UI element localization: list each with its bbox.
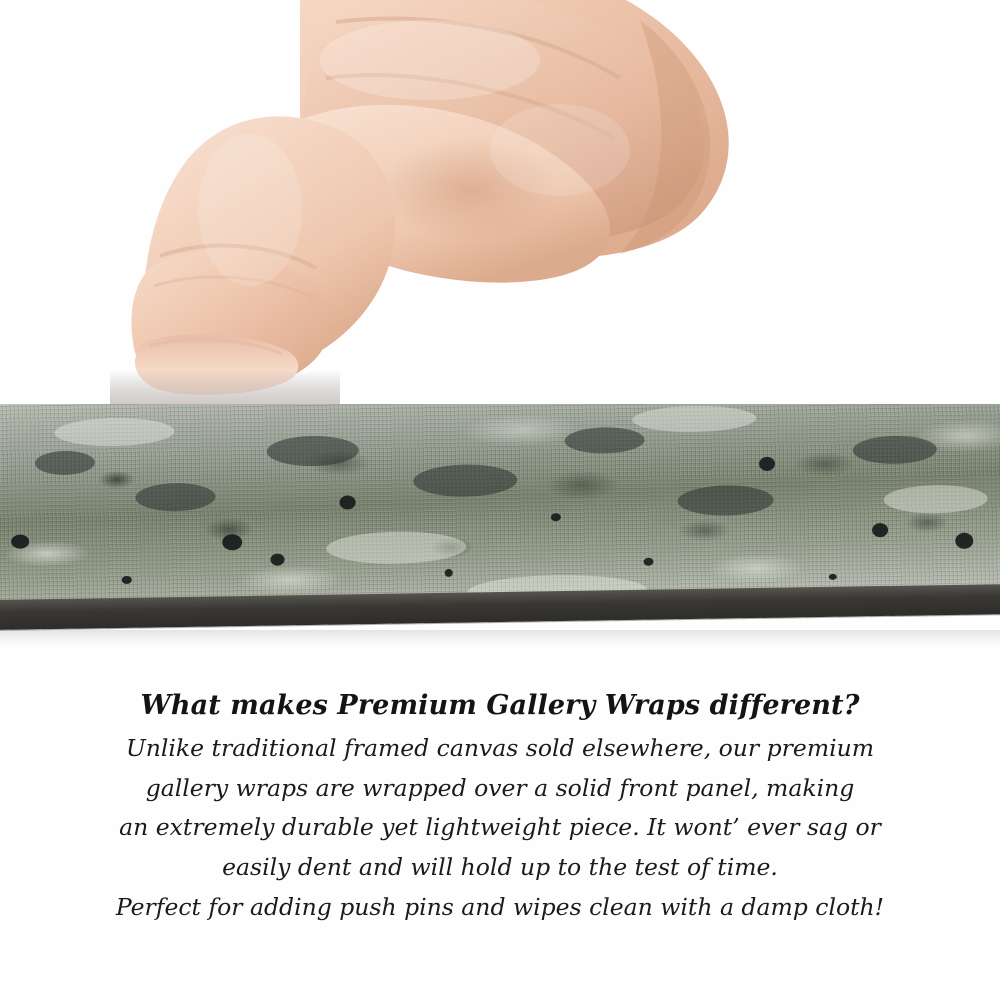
caption-closing-line: Perfect for adding push pins and wipes clean with a damp cloth! xyxy=(115,893,885,922)
canvas-edge-photo-region xyxy=(0,404,1000,640)
caption-line: an extremely durable yet lightweight piece. It wont’ ever sag or xyxy=(119,813,881,842)
caption-body xyxy=(0,733,1000,923)
hand-photo-region xyxy=(0,0,1000,410)
caption-line: Unlike traditional framed canvas sold elsewhere, our premium xyxy=(125,734,875,762)
caption-heading: What makes Premium Gallery Wraps different? xyxy=(140,690,860,721)
hand-illustration xyxy=(0,0,1000,410)
caption-line: easily dent and will hold up to the test of time. xyxy=(222,852,778,881)
caption-line: gallery wraps are wrapped over a solid front panel, making xyxy=(145,773,855,802)
caption-block xyxy=(0,690,1000,923)
canvas-drop-shadow xyxy=(0,630,1000,646)
